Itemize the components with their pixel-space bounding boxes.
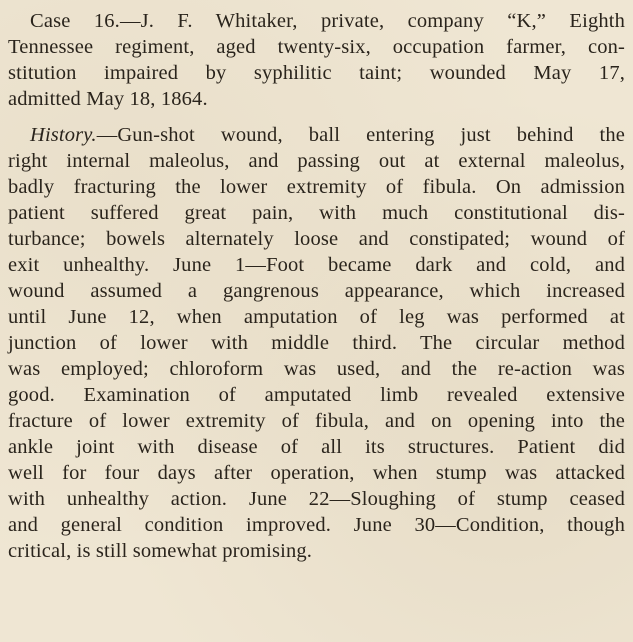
history-line-8: until June 12, when amputation of leg was performed at [8,306,625,328]
history-line-2: right internal maleolus, and passing out at external maleolus, [8,150,625,172]
history-line-17: critical, is still somewhat promising. [8,540,313,562]
history-line-5: turbance; bowels alternately loose and constipated; wound of [8,228,625,250]
history-line-7: wound assumed a gangrenous appearance, which increased [8,280,625,302]
history-line-4: patient suffered great pain, with much constitutional dis- [8,202,625,224]
history-line-1 [30,122,625,148]
case-line-1: Case 16.—J. F. Whitaker, private, company “K,” Eighth [30,10,625,32]
history-line-13: ankle joint with disease of all its structures. Patient did [8,436,625,458]
history-line-3: badly fracturing the lower extremity of fibula. On admission [8,176,625,198]
history-label: History. [30,124,97,146]
history-line-14: well for four days after operation, when stump was attacked [8,462,625,484]
case-line-4: admitted May 18, 1864. [8,88,208,110]
history-line-16: and general condition improved. June 30—Condition, though [8,514,625,536]
history-line-9: junction of lower with middle third. The circular method [8,332,625,354]
history-line-15: with unhealthy action. June 22—Sloughing of stump ceased [8,488,625,510]
history-line-10: was employed; chloroform was used, and the re-action was [8,358,625,380]
history-line-12: fracture of lower extremity of fibula, and on opening into the [8,410,625,432]
history-line-6: exit unhealthy. June 1—Foot became dark and cold, and [8,254,625,276]
history-line-1-rest: —Gun-shot wound, ball entering just behind the [96,124,625,146]
case-line-2: Tennessee regiment, aged twenty-six, occupation farmer, con- [8,36,625,58]
case-line-3: stitution impaired by syphilitic taint; wounded May 17, [8,62,625,84]
history-line-11: good. Examination of amputated limb revealed extensive [8,384,625,406]
